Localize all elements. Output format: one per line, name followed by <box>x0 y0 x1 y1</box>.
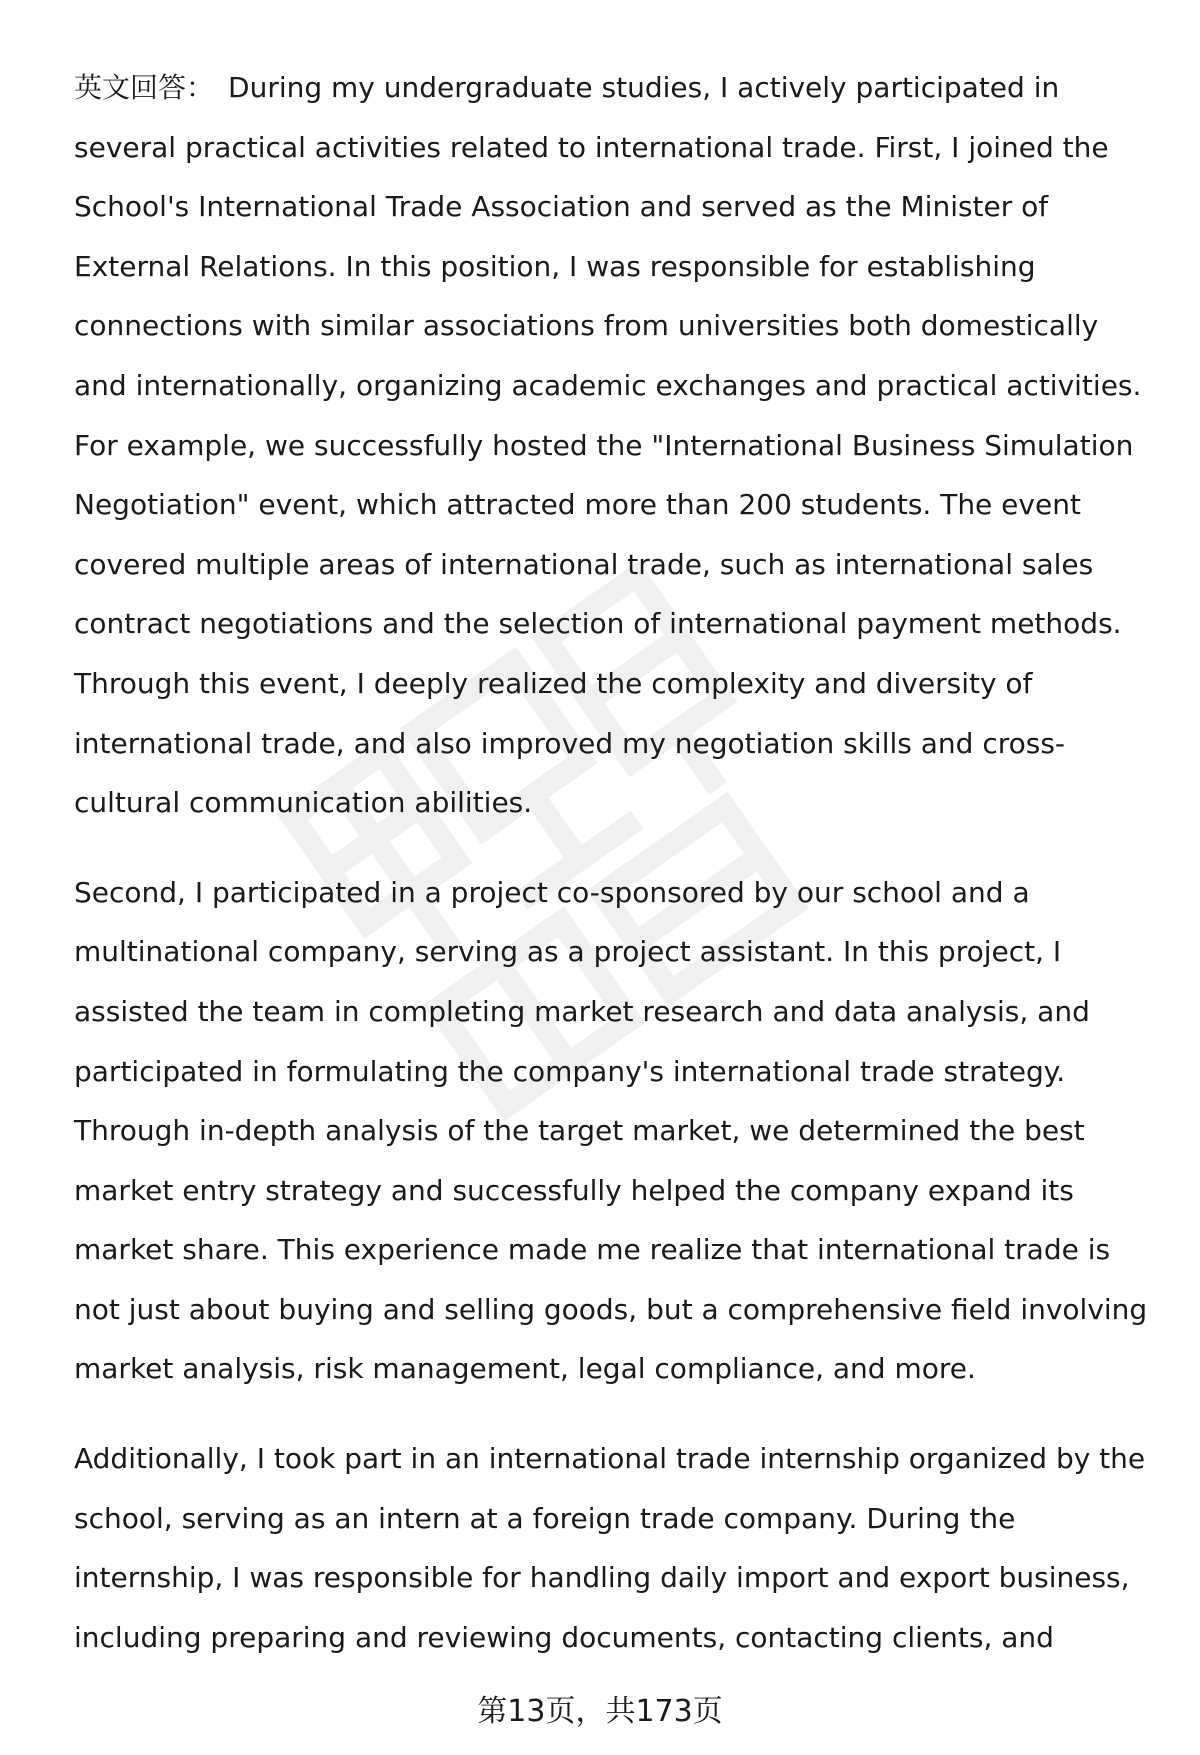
answer-label: 英文回答： <box>74 71 215 104</box>
paragraph-3: Additionally, I took part in an international trade internship organized by the school, serving as an intern at a foreign trade company. During the internship, I was responsible for handling daily import and export business, including preparing and reviewing documents, contacting clients, and <box>74 1442 1146 1654</box>
paragraph-1-text: During my undergraduate studies, I actively participated in several practical activities related to international trade. First, I joined the School's International Trade Association and served as the Minister of External Relations. In this position, I was responsible for establishing connections with similar associations from universities both domestically and internationally, organizing academic exchanges and practical activities. For example, we successfully hosted the "International Business Simulation Negotiation" event, which attracted more than 200 students. The event covered multiple areas of international trade, such as international sales contract negotiations and the selection of international payment methods. Through this event, I deeply realized the complexity and diversity of international trade, and also improved my negotiation skills and cross-cultural communication abilities. <box>74 71 1142 820</box>
page-number: 第13页，共173页 <box>477 1694 723 1729</box>
paragraph-1 <box>74 58 1154 833</box>
paragraph-2: Second, I participated in a project co-sponsored by our school and a multinational company, serving as a project assistant. In this project, I assisted the team in completing market research and data analysis, and participated in formulating the company's international trade strategy. Through in-depth analysis of the target market, we determined the best market entry strategy and successfully helped the company expand its market share. This experience made me realize that international trade is not just about buying and selling goods, but a comprehensive field involving market analysis, risk management, legal compliance, and more. <box>74 875 1148 1386</box>
document-body <box>74 58 1154 1667</box>
